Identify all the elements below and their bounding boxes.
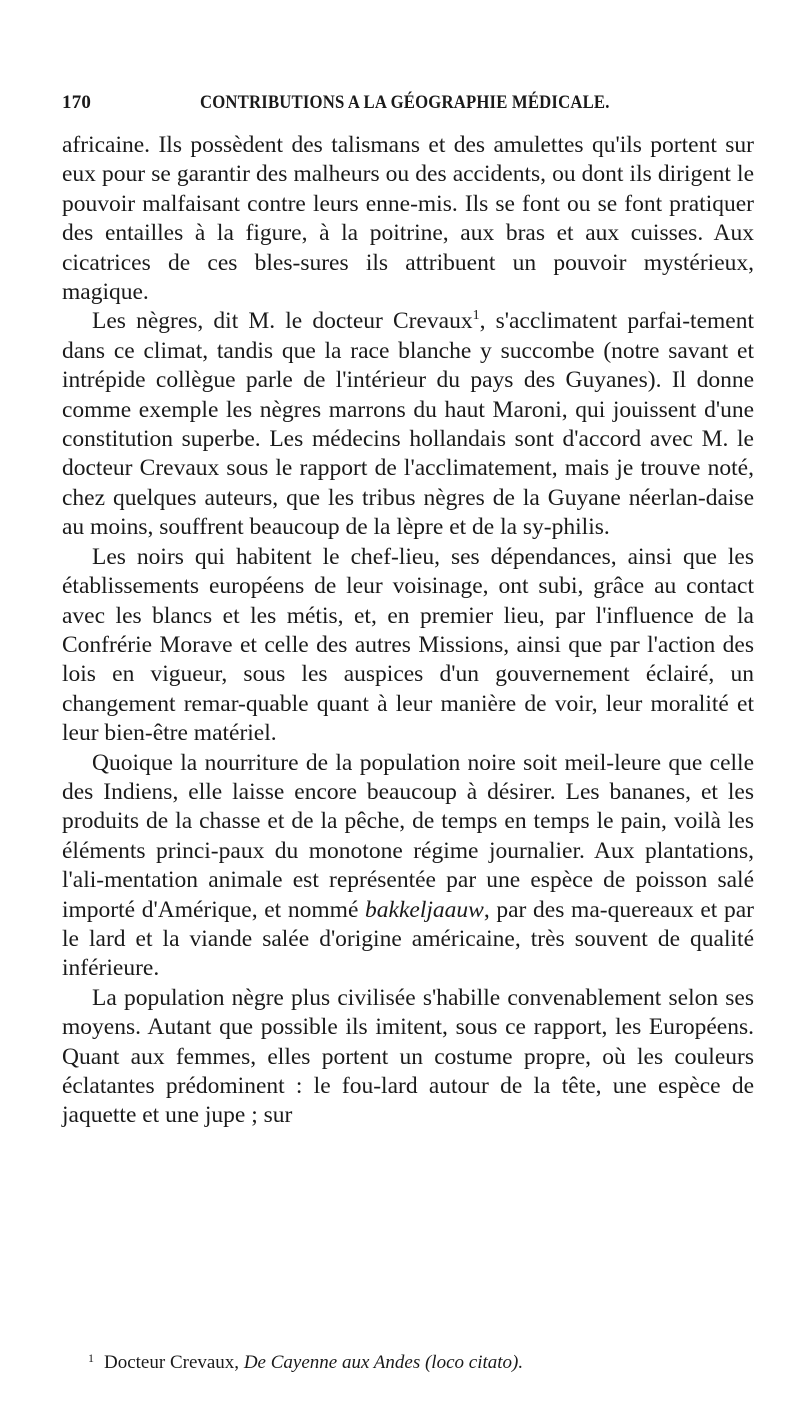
- running-title: CONTRIBUTIONS A LA GÉOGRAPHIE MÉDICALE.: [200, 92, 610, 113]
- page-number: 170: [62, 92, 92, 113]
- footnote-marker: 1: [88, 1351, 94, 1365]
- italic-term-bakkeljaauw: bakkeljaauw: [365, 896, 484, 923]
- body-text: [62, 131, 754, 1131]
- footnote-author: Docteur Crevaux,: [104, 1352, 240, 1373]
- paragraph-food: [62, 749, 754, 984]
- footnote-reference: 1: [472, 308, 480, 324]
- paragraph-food-start: Quoique la nourriture de la population noire soit meil-leure que celle des Indiens, elle laisse encore beaucoup à désirer. Les bananes, et les produits de la chasse et de la pêche, de temps en temps le pain, voilà les éléments princi-paux du monotone régime journalier. Aux plantations, l'ali-mentation animale est représentée par une espèce de poisson salé importé d'Amérique, et nommé: [62, 749, 754, 923]
- paragraph-food-rest: , par des ma-quereaux et par le lard et la viande salée d'origine américaine, très souvent de qualité inférieure.: [62, 896, 754, 982]
- footnote-citation: (loco citato).: [424, 1352, 524, 1373]
- paragraph-acclimatization-start: Les nègres, dit M. le docteur Crevaux: [92, 308, 473, 335]
- paragraph-acclimatization-rest: , s'acclimatent parfai-tement dans ce climat, tandis que la race blanche y succombe (notre savant et intrépide collègue parle de l'intérieur du pays des Guyanes). Il donne comme exemple les nègres marrons du haut Maroni, qui jouissent d'une constitution superbe. Les médecins hollandais sont d'accord avec M. le docteur Crevaux sous le rapport de l'acclimatement, mais je trouve noté, chez quelques auteurs, que les tribus nègres de la Guyane néerlan-daise au moins, souffrent beaucoup de la lèpre et de la sy-philis.: [62, 308, 754, 541]
- paragraph-clothing: La population nègre plus civilisée s'habille convenablement selon ses moyens. Autant que possible ils imitent, sous ce rapport, les Européens. Quant aux femmes, elles portent un costume propre, où les couleurs éclatantes prédominent : le fou-lard autour de la tête, une espèce de jaquette et une jupe ; sur: [62, 984, 754, 1129]
- paragraph-acclimatization: [62, 307, 754, 542]
- paragraph-civilization: Les noirs qui habitent le chef-lieu, ses dépendances, ainsi que les établissements européens de leur voisinage, ont subi, grâce au contact avec les blancs et les métis, et, en premier lieu, par l'influence de la Confrérie Morave et celle des autres Missions, ainsi que par l'action des lois en vigueur, sous les auspices d'un gouvernement éclairé, un changement remar-quable quant à leur manière de voir, leur moralité et leur bien-être matériel.: [62, 543, 754, 747]
- running-head: [62, 92, 754, 122]
- paragraph-amulets: africaine. Ils possèdent des talismans et des amulettes qu'ils portent sur eux pour se garantir des malheurs ou des accidents, ou dont ils dirigent le pouvoir malfaisant contre leurs enne-mis. Ils se font ou se font pratiquer des entailles à la figure, à la poitrine, aux bras et aux cuisses. Aux cicatrices de ces bles-sures ils attribuent un pouvoir mystérieux, magique.: [62, 132, 754, 306]
- footnote: [88, 1346, 748, 1375]
- footnote-title: De Cayenne aux Andes: [243, 1352, 421, 1373]
